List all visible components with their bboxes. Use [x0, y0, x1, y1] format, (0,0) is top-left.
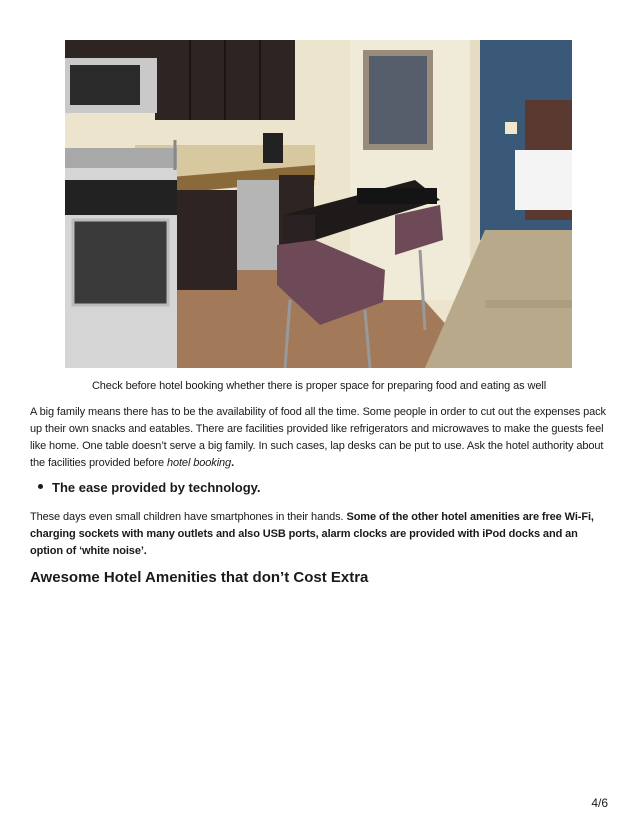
- bullet-text: The ease provided by technology.: [52, 480, 261, 495]
- amenities-emphasis: Some of the other hotel amenities are free Wi-Fi, charging sockets with many outlets and also USB ports, alarm clocks are provided with iPod docks and an option of ‘white noise’.: [30, 511, 594, 557]
- technology-bullet: [38, 480, 261, 495]
- paragraph1-text: A big family means there has to be the availability of food all the time. Some people in order to cut out the expenses pack up their own snacks and eatables. There are facilities provided like refrigerators and microwaves to make the guests feel like home. One table doesn’t serve a big family. In such cases, lap desks can be put to use. Ask the hotel authority about the facilities provided before: [30, 406, 606, 469]
- bullet-dot-icon: [38, 484, 43, 489]
- kitchenette-illustration: [65, 40, 572, 368]
- photo-caption: Check before hotel booking whether there is proper space for preparing food and eating as well: [91, 380, 547, 392]
- paragraph1-end: .: [231, 457, 235, 469]
- family-food-paragraph: [30, 404, 610, 472]
- technology-paragraph: [30, 509, 610, 560]
- hotel-kitchenette-photo: [65, 40, 572, 368]
- paragraph2-text: These days even small children have smartphones in their hands.: [30, 511, 347, 523]
- hotel-booking-emphasis: hotel booking: [166, 457, 232, 469]
- page-number: 4/6: [591, 796, 608, 810]
- section-heading: Awesome Hotel Amenities that don’t Cost Extra: [30, 569, 369, 586]
